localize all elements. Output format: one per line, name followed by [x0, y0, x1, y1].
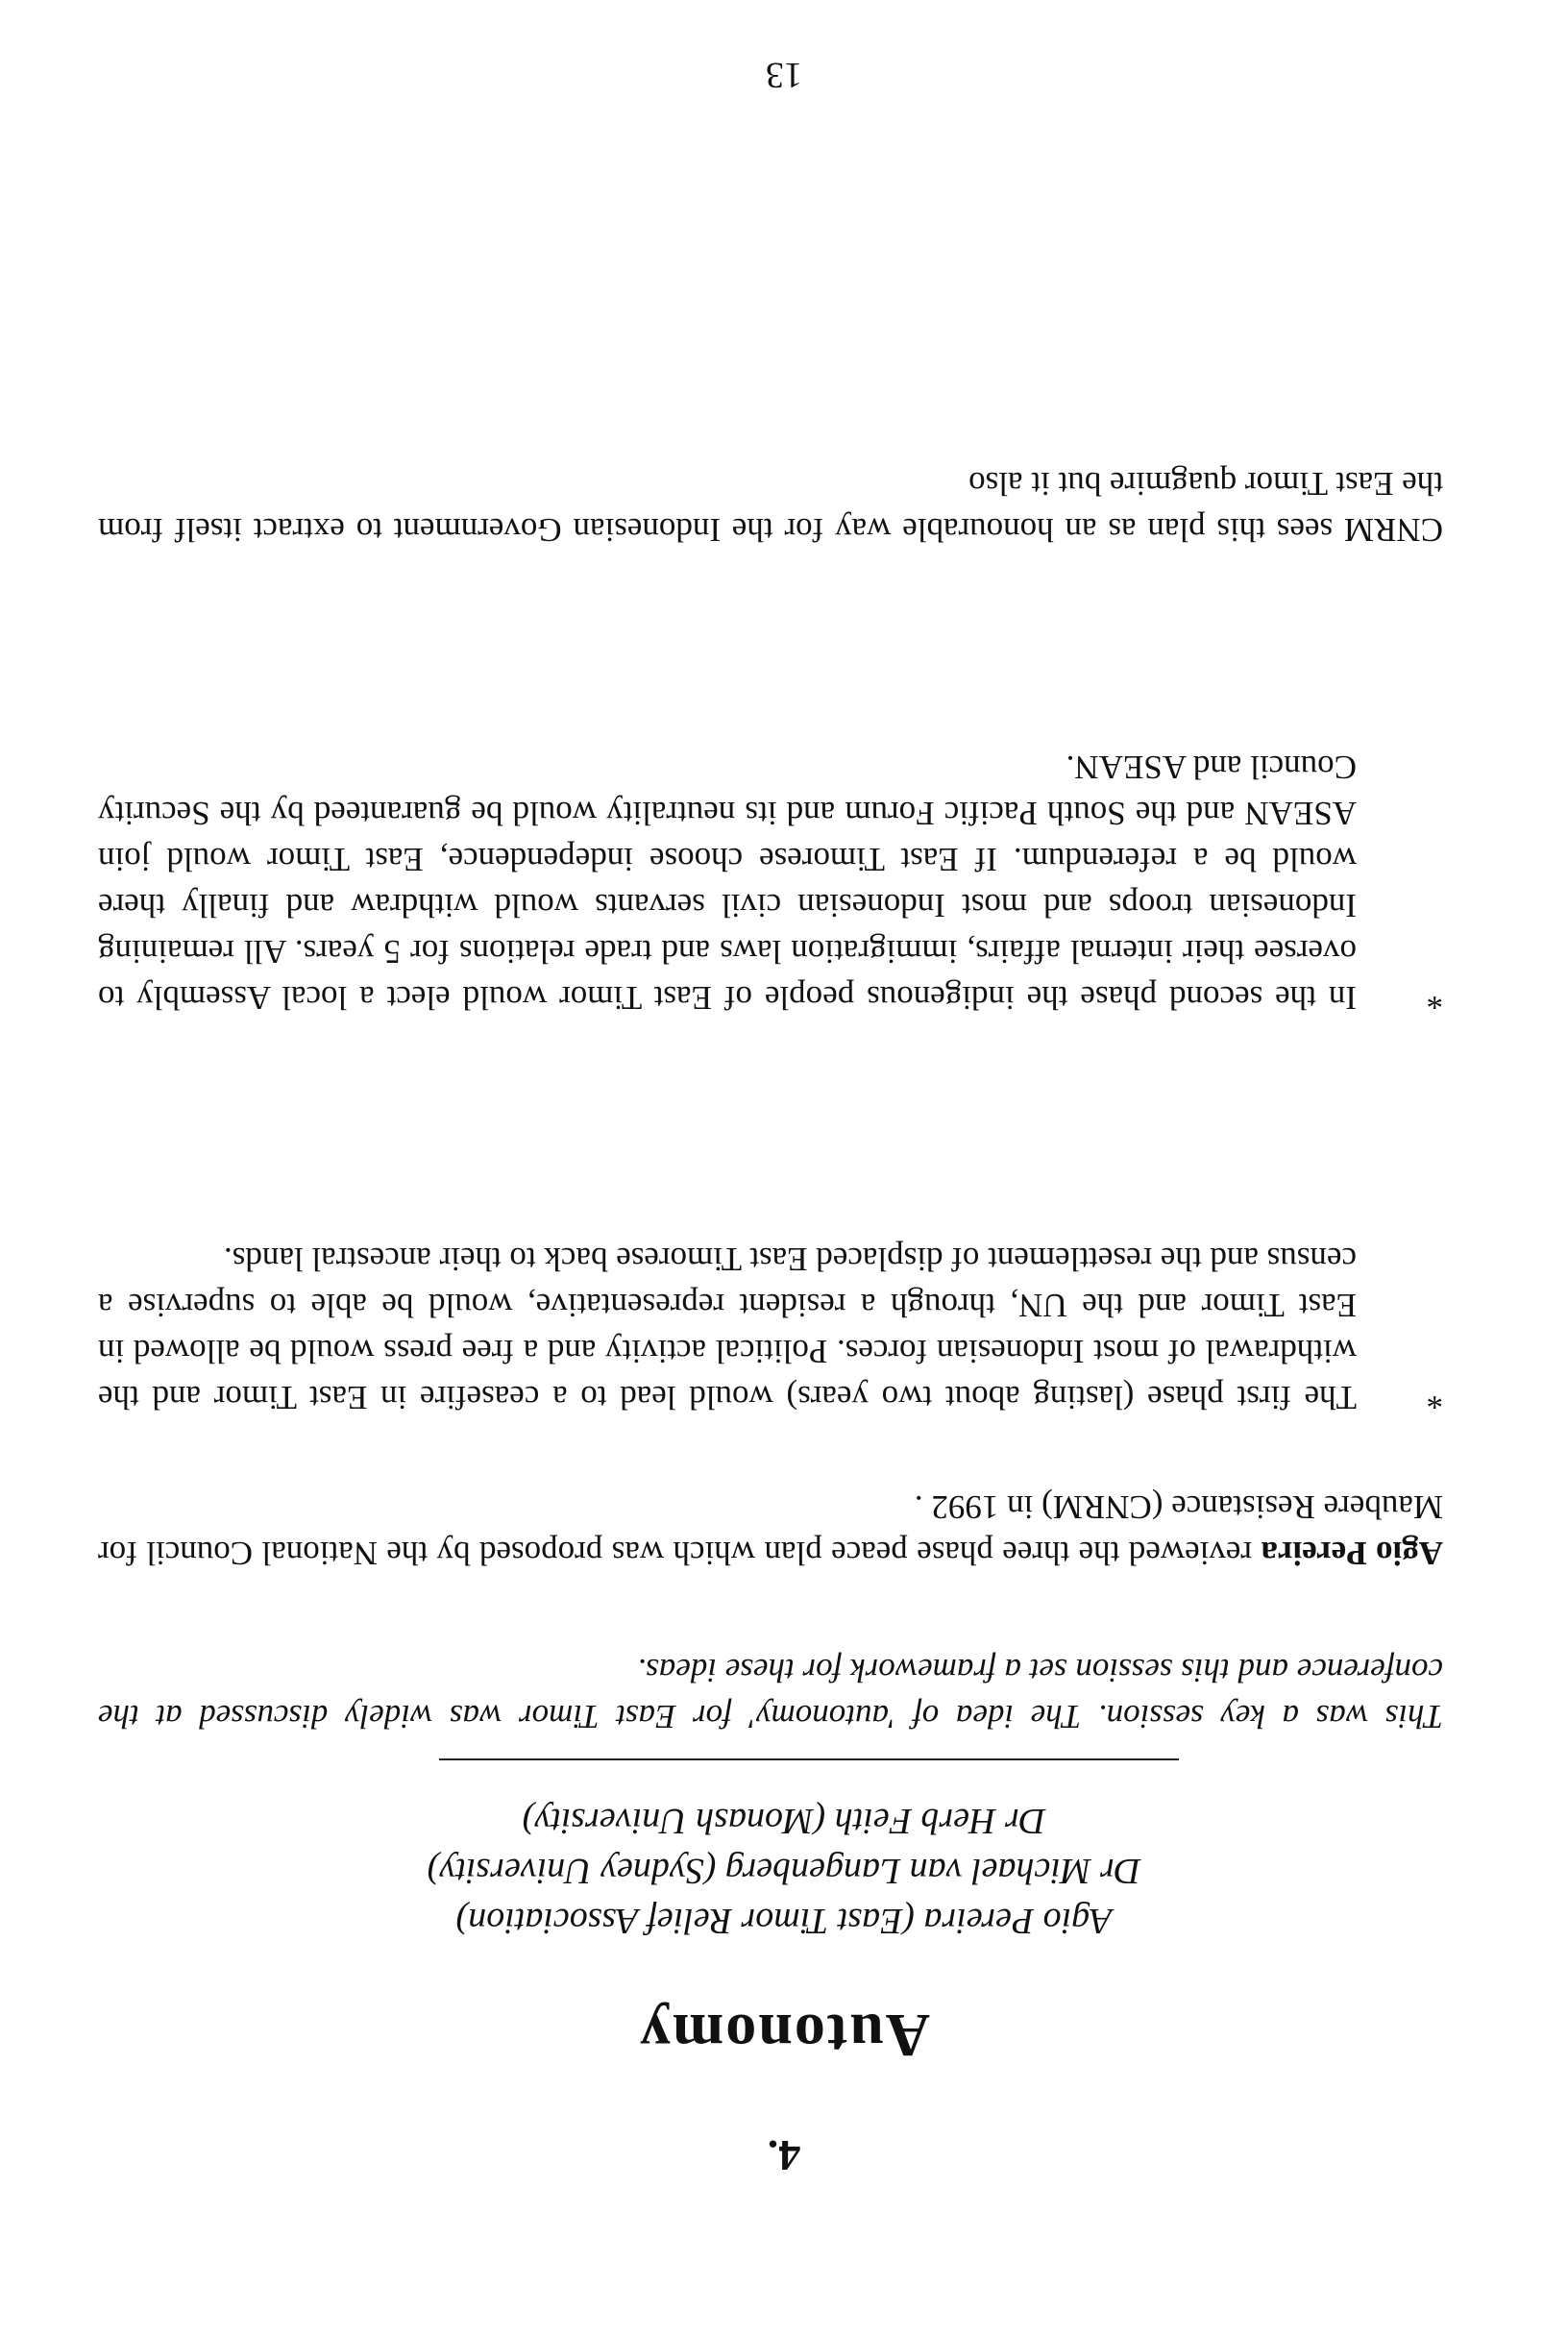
section-title: Autonomy — [637, 2002, 931, 2070]
speaker-agio-pereira: Agio Pereira (East Timor Relief Association) — [455, 1901, 1113, 1941]
bullet-text: In the second phase the indigenous people of East Timor would elect a local Assembly to oversee their internal affairs, immigration laws and trade relations for 5 years. All remaining Indonesian troops and most Indonesian civil servants would withdraw and finally there would be a referendum. If East Timorese choose independence, East Timor would join ASEAN and the South Pacific Forum and its neutrality would be guaranteed by the Security Council and ASEAN. — [98, 749, 1357, 1017]
section-number: 4. — [767, 2131, 801, 2180]
speaker-list — [0, 1796, 1568, 1946]
horizontal-rule — [439, 1758, 1179, 1760]
speaker-herb-feith: Dr Herb Feith (Monash University) — [522, 1801, 1046, 1841]
intro-paragraph: This was a key session. The idea of 'autonomy' for East Timor was widely discussed at the conference and this session set a framework for these ideas. — [98, 1652, 1443, 1735]
page-number: 13 — [766, 55, 802, 95]
bullet-first-phase — [98, 1236, 1443, 1420]
speaker-michael-van-langenberg: Dr Michael van Langenberg (Sydney University) — [427, 1851, 1141, 1891]
speaker-name-bold: Agio Pereira — [1261, 1535, 1443, 1572]
bullet-second-phase — [98, 744, 1443, 1020]
bullet-marker: * — [1426, 979, 1443, 1017]
bullet-text: The first phase (lasting about two years) would lead to a ceasefire in East Timor and the withdrawal of most Indonesian forces. Political activity and a free press would be allowed in East Timor and the UN, through a resident representative, would be able to supervise a census and the resettlement of displaced East Timorese back to their ancestral lands. — [98, 1241, 1357, 1416]
peace-plan-text: reviewed the three phase peace plan which was proposed by the National Council for Maubere Resistance (CNRM) in 1992 . — [98, 1488, 1443, 1572]
cnrm-paragraph: CNRM sees this plan as an honourable way for the Indonesian Government to extract itself from the East Timor quagmire but it also — [98, 465, 1443, 549]
peace-plan-paragraph — [98, 1484, 1443, 1576]
bullet-marker: * — [1426, 1379, 1443, 1416]
